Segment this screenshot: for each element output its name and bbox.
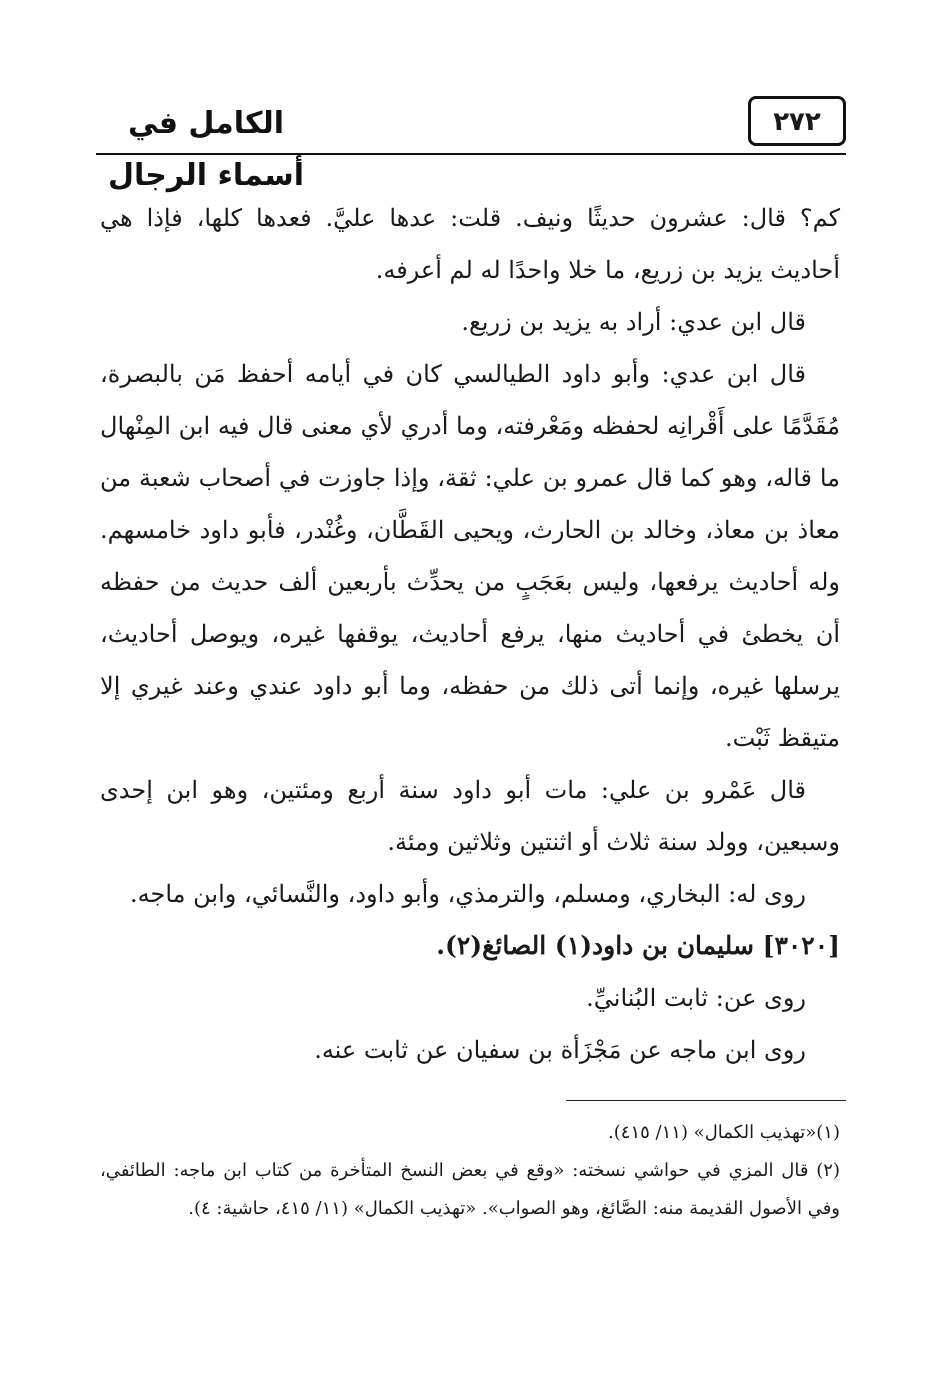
footnote: (١)«تهذيب الكمال» (١١/ ٤١٥).: [608, 1122, 840, 1143]
paragraph: قال ابن عدي: أراد به يزيد بن زريع.: [461, 308, 806, 336]
paragraph: قال عَمْرو بن علي: مات أبو داود سنة أربع ومئتين، وهو ابن إحدى وسبعين، وولد سنة ثلاث أو اثنتين وثلاثين ومئة.: [100, 776, 840, 856]
paragraph: كم؟ قال: عشرون حديثًا ونيف. قلت: عدها عليَّ. فعدها كلها، فإذا هي أحاديث يزيد بن زريع، ما خلا واحدًا له لم أعرفه.: [100, 204, 841, 284]
page-number: ٢٧٢: [748, 96, 846, 146]
paragraph: قال ابن عدي: وأبو داود الطيالسي كان في أيامه أحفظ مَن بالبصرة، مُقَدَّمًا على أَقْرانِه لحفظه ومَعْرفته، وما أدري لأي معنى قال فيه ابن المِنْهال ما قاله، وهو كما قال عمرو بن علي: ثقة، وإذا جاوزت في أصحاب شعبة من معاذ بن معاذ، وخالد بن الحارث، ويحيى القَطَّان، وغُنْدر، فأبو داود خامسهم. وله أحاديث يرفعها، وليس بعَجَبٍ من يحدِّث بأربعين ألف حديث من حفظه أن يخطئ في أحاديث منها، يرفع أحاديث، يوقفها غيره، ويوصل أحاديث، يرسلها غيره، وإنما أتى ذلك من حفظه، وما أبو داود عندي وعند غيري إلا متيقظ ثَبْت.: [100, 360, 840, 752]
entry-line: روى ابن ماجه عن مَجْزَأة بن سفيان عن ثابت عنه.: [314, 1036, 806, 1064]
footnotes: [100, 1114, 840, 1228]
header-rule: [96, 153, 846, 155]
entry-heading: [٣٠٢٠] سليمان بن داود(١) الصائغ(٢).: [436, 931, 840, 960]
footnote-rule: [566, 1100, 846, 1101]
entry-line: روى عن: ثابت البُنانيِّ.: [586, 984, 806, 1012]
running-title: الكامل في أسماء الرجال: [107, 106, 305, 193]
paragraph: روى له: البخاري، ومسلم، والترمذي، وأبو داود، والنَّسائي، وابن ماجه.: [130, 880, 806, 908]
footnote: (٢) قال المزي في حواشي نسخته: «وقع في بعض النسخ المتأخرة من كتاب ابن ماجه: الطائفي، وفي الأصول القديمة منه: الصَّائغ، وهو الصواب». «تهذيب الكمال» (١١/ ٤١٥، حاشية: ٤).: [100, 1160, 840, 1219]
page-header: [96, 96, 846, 193]
main-text: [100, 192, 840, 1076]
